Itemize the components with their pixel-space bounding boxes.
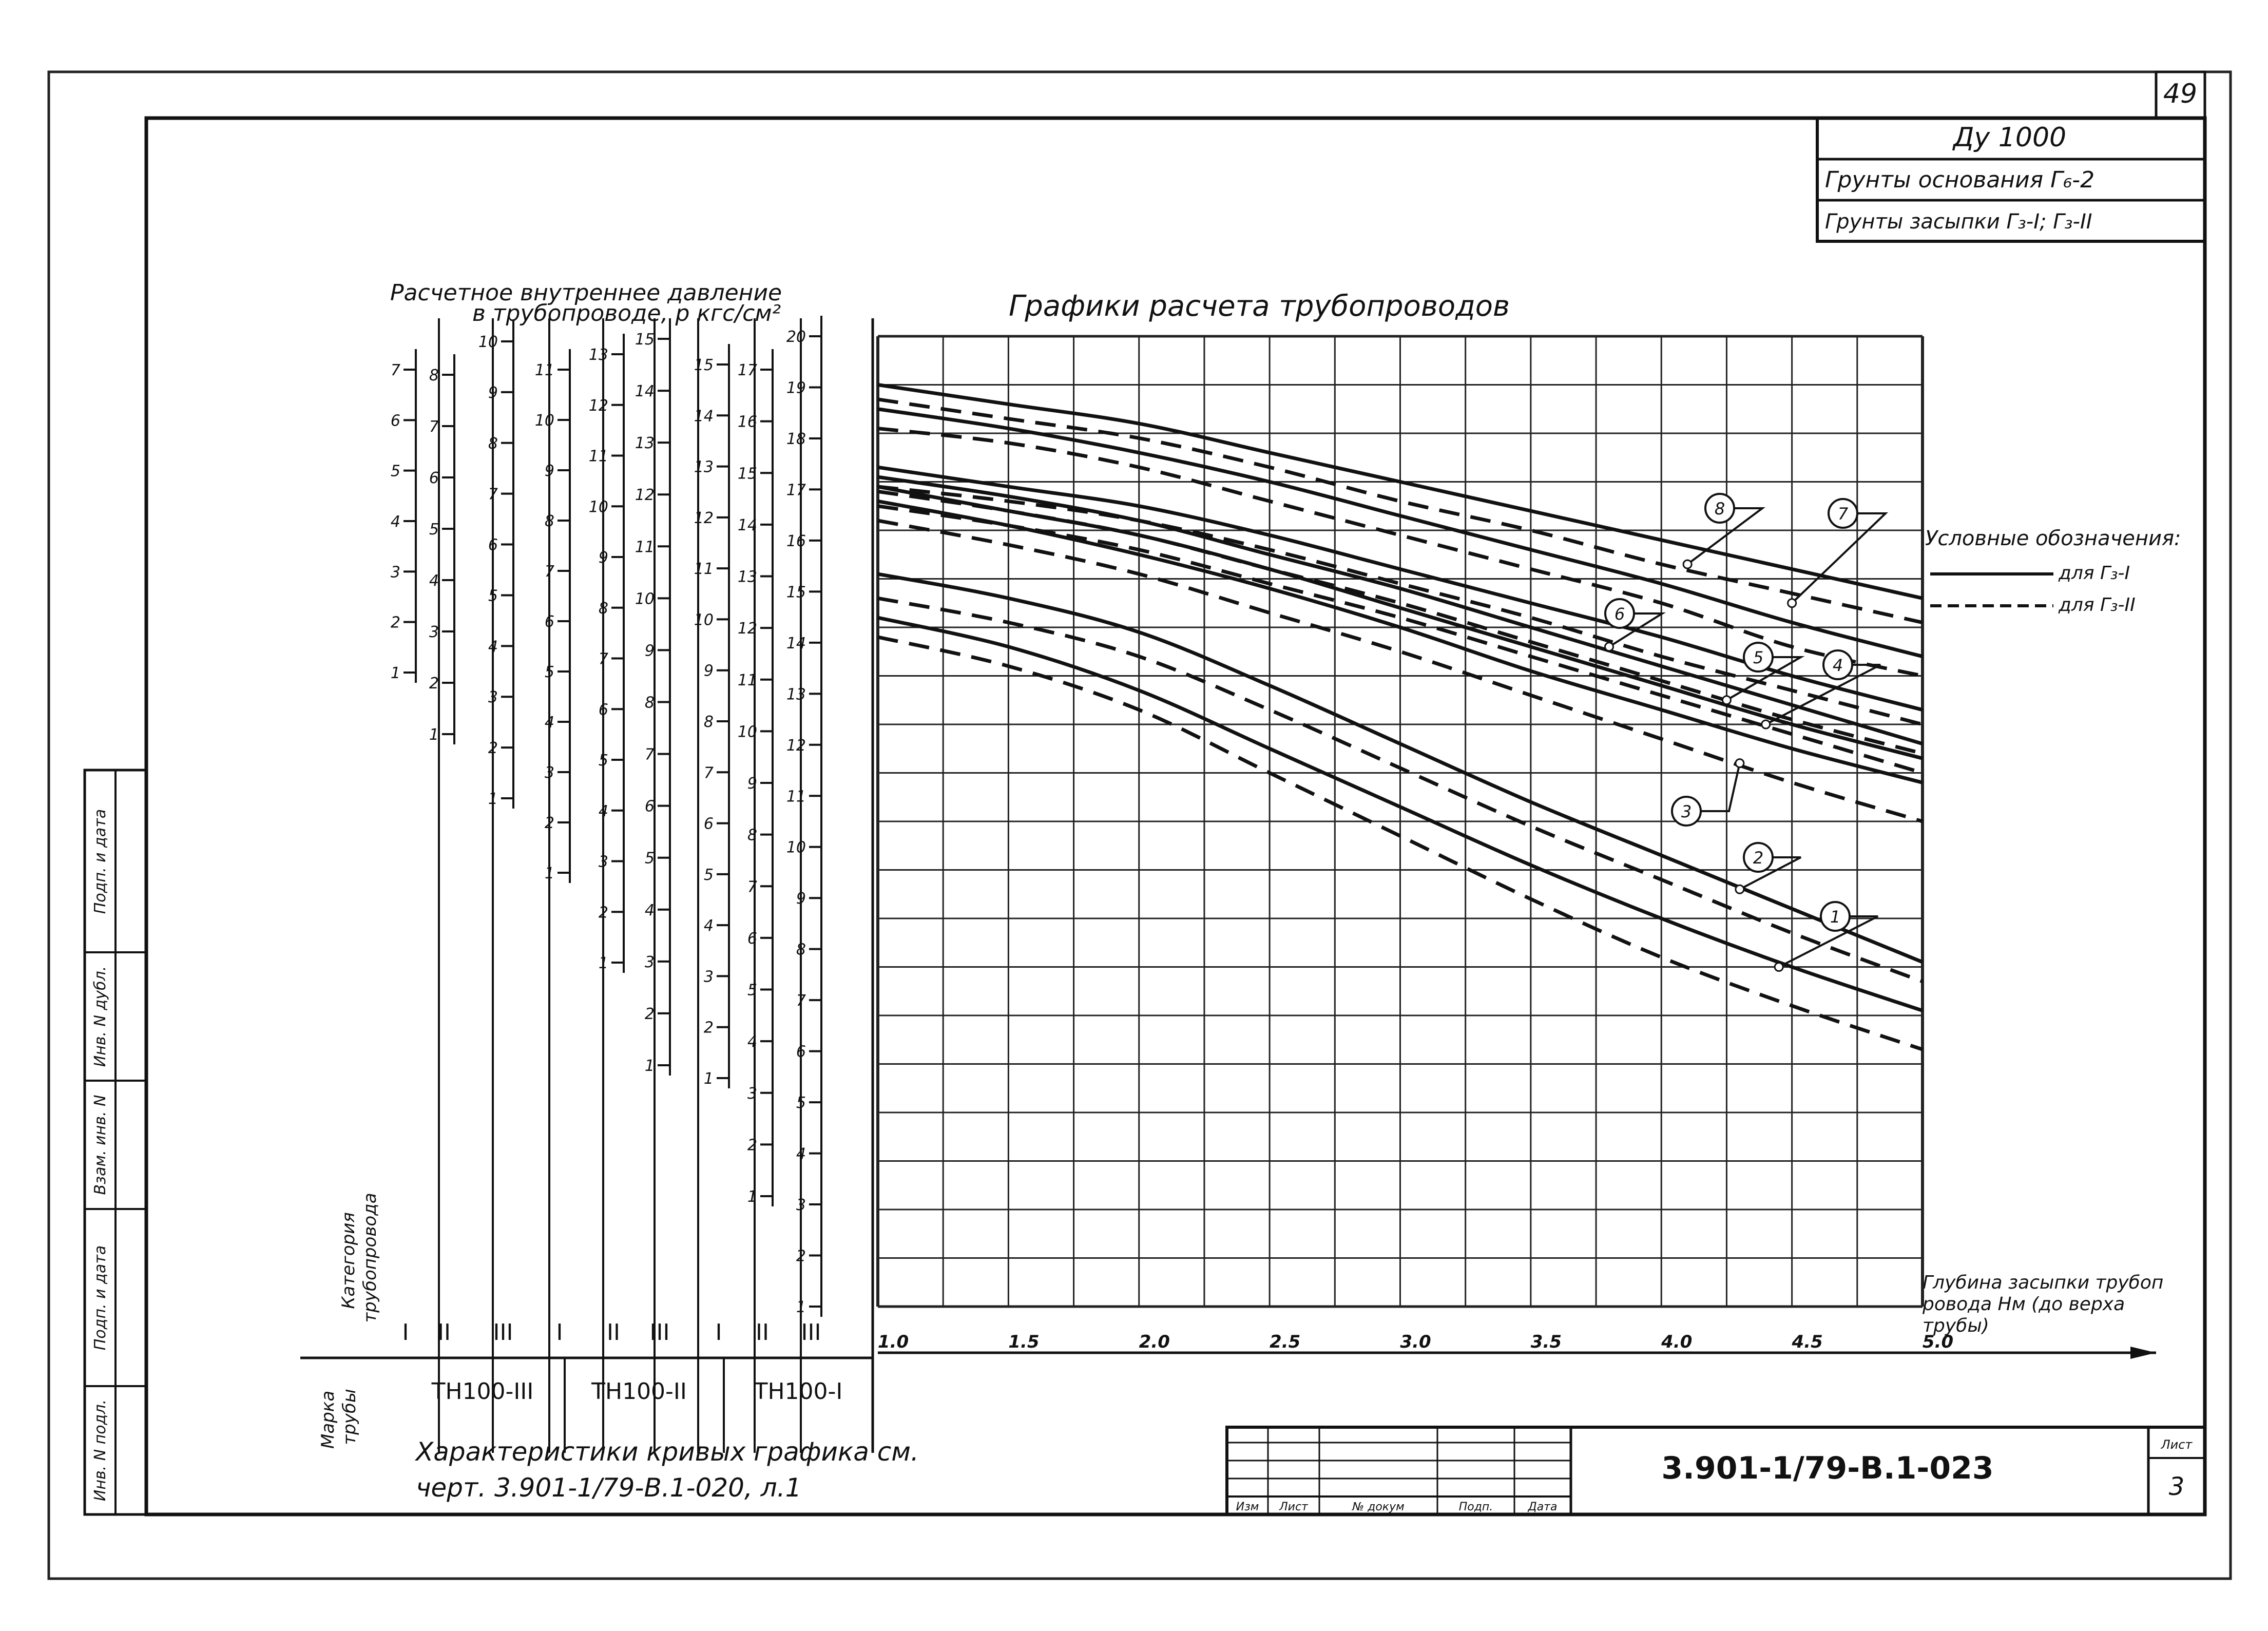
- scale-tick-label: 5: [747, 981, 757, 1000]
- callout-point: [1736, 885, 1744, 893]
- scale-tick-label: 12: [635, 486, 655, 505]
- legend-title: Условные обозначения:: [1925, 527, 2181, 550]
- scale-tick-label: 8: [598, 599, 608, 618]
- category-value: III: [493, 1319, 513, 1346]
- scale-tick-label: 1: [544, 865, 554, 882]
- scale-tick-label: 2: [598, 904, 608, 922]
- scale-tick-label: 8: [703, 713, 714, 731]
- scale-tick-label: 2: [390, 613, 400, 632]
- callout-label: 6: [1614, 604, 1625, 624]
- stamp: [1227, 1427, 2205, 1514]
- scale-tick-label: 12: [588, 396, 608, 415]
- scale-tick-label: 1: [598, 954, 608, 972]
- scale-tick-label: 11: [588, 447, 608, 466]
- scale-tick-label: 9: [747, 775, 757, 793]
- x-tick-label: 1.5: [1008, 1332, 1040, 1352]
- scale-tick-label: 15: [786, 583, 806, 602]
- scale-tick-label: 8: [429, 367, 439, 385]
- x-tick-label: 2.5: [1270, 1332, 1301, 1352]
- callout-label: 8: [1714, 499, 1725, 519]
- scale-tick-label: 4: [488, 638, 498, 656]
- scale-tick-label: 10: [534, 412, 554, 430]
- scale-tick-label: 5: [429, 521, 439, 539]
- scale-tick-label: 15: [635, 331, 655, 349]
- scale-tick-label: 15: [737, 465, 757, 483]
- scale-tick-label: 8: [796, 941, 806, 959]
- scale-tick-label: 5: [598, 752, 608, 770]
- inner-frame: [146, 118, 2205, 1514]
- callout-point: [1605, 643, 1613, 651]
- scale-tick-label: 11: [534, 361, 554, 379]
- scale-tick-label: 4: [390, 513, 400, 531]
- scale-tick-label: 13: [737, 568, 757, 586]
- scale-tick-label: 12: [737, 620, 757, 638]
- stamp-col-0: Изм: [1236, 1501, 1259, 1513]
- callout-point: [1762, 720, 1770, 728]
- scale-tick-label: 3: [390, 563, 400, 582]
- scale-tick-label: 7: [544, 563, 554, 581]
- scale-tick-label: 6: [544, 613, 554, 631]
- scale-tick-label: 14: [737, 516, 757, 534]
- title-block-soil-base: Грунты основания Г₆-2: [1825, 167, 2095, 193]
- scale-tick-label: 1: [747, 1188, 757, 1206]
- x-tick-label: 3.0: [1400, 1332, 1431, 1352]
- callout-point: [1736, 759, 1744, 767]
- footnote-line-2: черт. 3.901-1/79-В.1-020, л.1: [416, 1473, 802, 1503]
- scale-tick-label: 13: [786, 685, 806, 704]
- scale-tick-label: 1: [644, 1057, 655, 1075]
- scale-tick-label: 7: [644, 745, 655, 764]
- scale-tick-label: 13: [588, 346, 608, 364]
- scale-tick-label: 14: [694, 407, 714, 426]
- callout-label: 4: [1832, 656, 1843, 675]
- callout-point: [1775, 963, 1783, 971]
- scale-tick-label: 8: [488, 434, 498, 453]
- category-value: I: [402, 1319, 409, 1346]
- scale-tick-label: 14: [786, 634, 806, 653]
- scale-tick-label: 14: [635, 382, 655, 401]
- scale-tick-label: 9: [703, 662, 714, 680]
- side-label-3: Подп. и дата: [91, 1245, 109, 1351]
- scale-tick-label: 12: [786, 736, 806, 755]
- scale-tick-label: 5: [390, 462, 400, 481]
- legend: [1925, 527, 2181, 616]
- scale-tick-label: 9: [796, 890, 806, 908]
- side-label-4: Инв. N подл.: [91, 1399, 109, 1502]
- x-tick-label: 4.0: [1661, 1332, 1693, 1352]
- scale-tick-label: 3: [598, 853, 608, 871]
- pressure-scales: [300, 316, 873, 1453]
- category-value: II: [437, 1319, 451, 1346]
- category-value: III: [649, 1319, 670, 1346]
- axis-tick-labels: [878, 1332, 1953, 1352]
- callout-label: 5: [1753, 648, 1764, 667]
- scale-tick-label: 16: [737, 413, 757, 431]
- category-value: I: [715, 1319, 722, 1346]
- scale-tick-label: 4: [747, 1033, 757, 1051]
- scale-tick-label: 2: [488, 739, 498, 758]
- scale-tick-label: 2: [747, 1136, 757, 1155]
- pressure-caption: Расчетное внутреннее давление в трубопроводе, р кгс/см²: [390, 280, 782, 327]
- callout-label: 3: [1681, 802, 1692, 821]
- scale-tick-label: 7: [747, 878, 757, 896]
- scale-tick-label: 4: [644, 901, 655, 919]
- scale-tick-label: 10: [588, 498, 608, 516]
- scale-tick-label: 11: [694, 560, 714, 579]
- scale-tick-label: 9: [644, 642, 655, 660]
- x-tick-label: 2.0: [1139, 1332, 1170, 1352]
- category-value: II: [607, 1319, 620, 1346]
- scale-tick-label: 5: [703, 866, 714, 884]
- callout-point: [1683, 560, 1692, 568]
- callout-point: [1788, 599, 1796, 607]
- scale-tick-label: 4: [598, 802, 608, 820]
- scale-tick-label: 11: [635, 538, 655, 557]
- scale-tick-label: 3: [796, 1196, 806, 1215]
- scale-tick-label: 7: [390, 361, 400, 379]
- mark-label: Марка трубы: [318, 1389, 360, 1449]
- category-value: II: [756, 1319, 769, 1346]
- stamp-code: 3.901-1/79-В.1-023: [1661, 1450, 1994, 1486]
- scale-tick-label: 7: [429, 418, 439, 436]
- scale-tick-label: 6: [747, 929, 757, 948]
- sheet-number: 49: [2163, 79, 2198, 109]
- scale-tick-label: 3: [747, 1084, 757, 1103]
- scale-tick-label: 5: [488, 587, 498, 605]
- x-tick-label: 4.5: [1792, 1332, 1823, 1352]
- scale-tick-label: 6: [488, 536, 498, 554]
- scale-tick-label: 6: [429, 469, 439, 487]
- footnote-line-1: Характеристики кривых графика см.: [416, 1437, 919, 1467]
- scale-tick-label: 6: [703, 815, 714, 833]
- scale-tick-label: 13: [635, 434, 655, 453]
- callout-leader: [1701, 763, 1740, 811]
- scale-tick-label: 11: [786, 788, 806, 806]
- scale-tick-label: 7: [703, 764, 714, 782]
- scale-tick-label: 13: [694, 458, 714, 476]
- scale-tick-label: 1: [429, 726, 439, 744]
- scale-tick-label: 2: [796, 1247, 806, 1265]
- category-value: III: [801, 1319, 821, 1346]
- callout-label: 7: [1837, 504, 1849, 524]
- scale-tick-label: 12: [694, 509, 714, 527]
- stamp-col-2: № докум: [1352, 1501, 1405, 1513]
- pipe-mark-label: ТН100-I: [754, 1378, 843, 1405]
- scale-tick-label: 1: [488, 790, 498, 808]
- scale-tick-label: 2: [644, 1005, 655, 1023]
- title-block: [1817, 118, 2205, 241]
- scale-tick-label: 4: [544, 714, 554, 732]
- plot-grid: [878, 336, 2156, 1359]
- scale-tick-label: 7: [796, 992, 806, 1010]
- side-stamp: [85, 770, 146, 1514]
- stamp-sheet-label: Лист: [2161, 1437, 2193, 1452]
- x-axis-label: Глубина засыпки трубоп ровода Нм (до верха трубы): [1923, 1272, 2164, 1336]
- scale-tick-label: 20: [786, 328, 806, 346]
- stamp-sheet-number: 3: [2168, 1472, 2185, 1501]
- scale-tick-label: 4: [429, 572, 439, 590]
- scale-tick-label: 6: [390, 412, 400, 430]
- category-label: Категория трубопровода: [338, 1193, 380, 1323]
- scale-tick-label: 9: [544, 462, 554, 480]
- pipe-mark-label: ТН100-III: [431, 1378, 534, 1405]
- scale-tick-label: 7: [598, 650, 608, 668]
- scale-tick-label: 3: [703, 968, 714, 986]
- scale-tick-label: 11: [737, 671, 757, 689]
- scale-tick-label: 6: [644, 797, 655, 816]
- scale-tick-label: 1: [796, 1298, 806, 1316]
- scale-tick-label: 1: [390, 664, 400, 682]
- stamp-col-3: Подп.: [1458, 1501, 1493, 1513]
- stamp-col-4: Дата: [1528, 1501, 1558, 1513]
- scale-tick-label: 8: [644, 694, 655, 712]
- x-tick-label: 3.5: [1530, 1332, 1562, 1352]
- scale-tick-label: 3: [429, 623, 439, 641]
- scale-tick-label: 5: [544, 663, 554, 681]
- scale-tick-label: 4: [703, 917, 714, 935]
- scale-tick-label: 1: [703, 1070, 714, 1088]
- side-label-0: Подп. и дата: [91, 809, 109, 914]
- side-label-2: Взам. инв. N: [91, 1095, 109, 1195]
- scale-tick-label: 10: [694, 611, 714, 629]
- pipe-mark-label: ТН100-II: [591, 1378, 687, 1405]
- callout-label: 2: [1753, 848, 1764, 868]
- scale-tick-label: 2: [429, 675, 439, 693]
- scale-tick-label: 10: [786, 838, 806, 857]
- scale-tick-label: 10: [635, 590, 655, 608]
- scale-tick-label: 18: [786, 430, 806, 448]
- x-tick-label: 5.0: [1922, 1332, 1954, 1352]
- side-label-1: Инв. N дубл.: [91, 966, 109, 1067]
- scale-tick-label: 2: [544, 814, 554, 832]
- scale-tick-label: 4: [796, 1145, 806, 1163]
- scale-tick-label: 17: [737, 361, 757, 379]
- stamp-col-1: Лист: [1279, 1501, 1308, 1513]
- scale-tick-label: 10: [478, 333, 498, 351]
- scale-tick-label: 17: [786, 481, 806, 500]
- scale-tick-label: 9: [598, 549, 608, 567]
- scale-tick-label: 5: [796, 1094, 806, 1112]
- x-tick-label: 1.0: [877, 1332, 909, 1352]
- scale-tick-label: 2: [703, 1019, 714, 1037]
- legend-dashed-label: для Г₃-II: [2059, 594, 2136, 616]
- chart-title: Графики расчета трубопроводов: [1009, 290, 1510, 323]
- callout-point: [1722, 696, 1731, 704]
- scale-tick-label: 7: [488, 485, 498, 504]
- scale-tick-label: 16: [786, 532, 806, 550]
- title-block-soil-fill: Грунты засыпки Г₃-I; Г₃-II: [1825, 210, 2092, 234]
- scale-tick-label: 3: [544, 764, 554, 782]
- scale-tick-label: 8: [544, 512, 554, 530]
- scale-tick-label: 3: [644, 953, 655, 971]
- scale-tick-label: 6: [598, 701, 608, 719]
- scale-tick-label: 10: [737, 723, 757, 741]
- legend-solid-label: для Г₃-I: [2059, 563, 2130, 584]
- scale-tick-label: 9: [488, 383, 498, 402]
- x-axis-arrow-icon: [2130, 1347, 2156, 1359]
- scale-tick-label: 5: [644, 849, 655, 868]
- scale-tick-label: 15: [694, 356, 714, 374]
- scale-tick-label: 3: [488, 688, 498, 707]
- title-block-header: Ду 1000: [1953, 122, 2067, 153]
- scale-tick-label: 19: [786, 379, 806, 397]
- scale-tick-label: 8: [747, 826, 757, 845]
- scale-tick-label: 6: [796, 1043, 806, 1061]
- category-value: I: [556, 1319, 563, 1346]
- callout-label: 1: [1830, 907, 1841, 927]
